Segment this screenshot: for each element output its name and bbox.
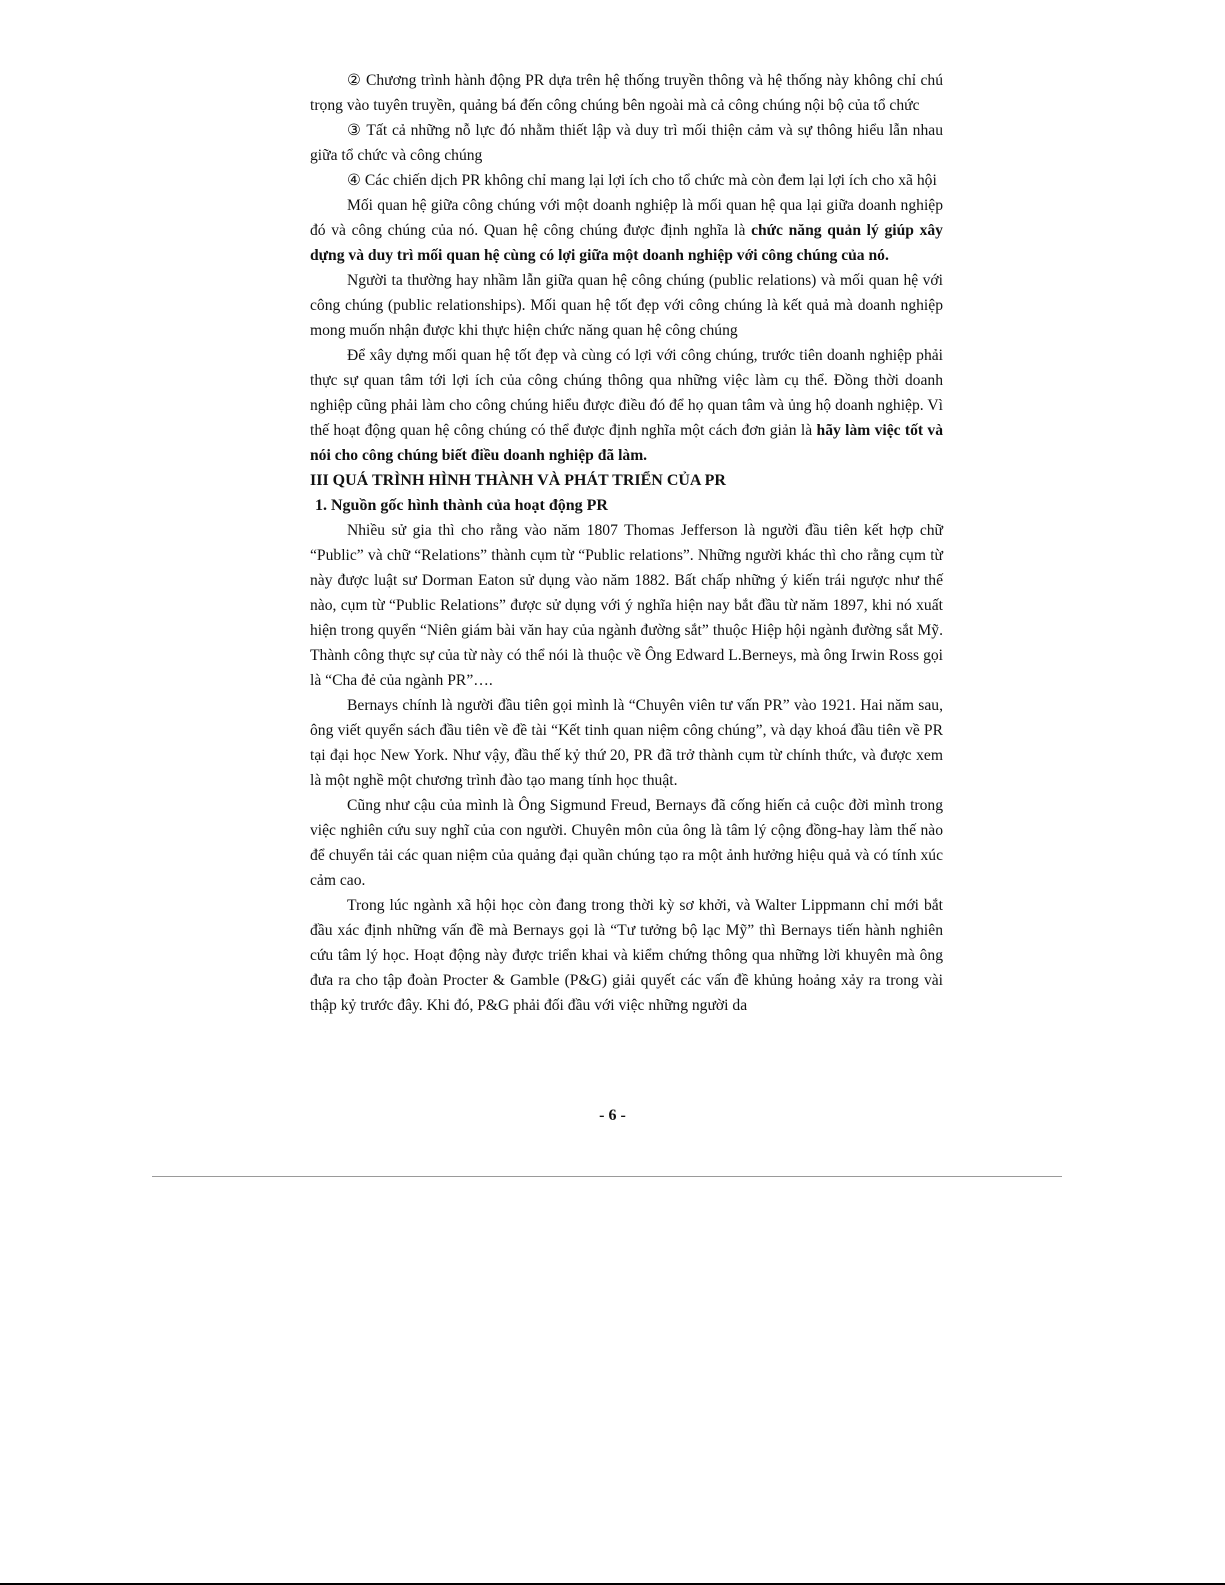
page-divider [152, 1176, 1062, 1177]
item-marker: ② [347, 72, 362, 89]
subsection-title: 1. Nguồn gốc hình thành của hoạt động PR [315, 497, 608, 514]
item-marker: ③ [347, 122, 362, 139]
paragraph-text: Mối quan hệ giữa công chúng với một doanh nghiệp là mối quan hệ qua lại giữa doanh nghiệp đó và công chúng của nó. Quan hệ công chúng được định nghĩa là [310, 197, 943, 239]
list-item [310, 168, 943, 193]
emphasis-definition: hãy làm việc tốt và nói cho công chúng biết điều doanh nghiệp đã làm. [310, 422, 943, 464]
paragraph-relationship [310, 193, 943, 268]
emphasis-definition: chức năng quản lý giúp xây dựng và duy trì mối quan hệ cùng có lợi giữa một doanh nghiệp với công chúng của nó. [310, 222, 943, 264]
paragraph-freud: Cũng như cậu của mình là Ông Sigmund Freud, Bernays đã cống hiến cả cuộc đời mình trong việc nghiên cứu suy nghĩ của con người. Chuyên môn của ông là tâm lý cộng đồng-hay làm thế nào để chuyển tải các quan niệm của quảng đại quần chúng tạo ra một ảnh hưởng hiệu quả và có tính xúc cảm cao. [310, 797, 943, 889]
item-text: Tất cả những nỗ lực đó nhằm thiết lập và duy trì mối thiện cảm và sự thông hiểu lẫn nhau giữa tổ chức và công chúng [310, 122, 943, 164]
paragraph-history: Nhiều sử gia thì cho rằng vào năm 1807 Thomas Jefferson là người đầu tiên kết hợp chữ “Public” và chữ “Relations” thành cụm từ “Public relations”. Những người khác thì cho rằng cụm từ này được luật sư Dorman Eaton sử dụng vào năm 1882. Bất chấp những ý kiến trái ngược như thế nào, cụm từ “Public Relations” được sử dụng với ý nghĩa hiện nay bắt đầu từ năm 1897, khi nó xuất hiện trong quyển “Niên giám bài văn hay của ngành đường sắt” thuộc Hiệp hội ngành đường sắt Mỹ. Thành công thực sự của từ này có thể nói là thuộc về Ông Edward L.Berneys, mà ông Irwin Ross gọi là “Cha đẻ của ngành PR”…. [310, 522, 943, 689]
paragraph-confusion: Người ta thường hay nhầm lẫn giữa quan hệ công chúng (public relations) và mối quan hệ với công chúng (public relationships). Mối quan hệ tốt đẹp với công chúng là kết quả mà doanh nghiệp mong muốn nhận được khi thực hiện chức năng quan hệ công chúng [310, 272, 943, 339]
section-title: III QUÁ TRÌNH HÌNH THÀNH VÀ PHÁT TRIỂN CỦA PR [310, 472, 726, 489]
page-number: - 6 - [599, 1107, 626, 1124]
paragraph-bernays: Bernays chính là người đầu tiên gọi mình là “Chuyên viên tư vấn PR” vào 1921. Hai năm sau, ông viết quyển sách đầu tiên về đề tài “Kết tinh quan niệm công chúng”, và dạy khoá đầu tiên về PR tại đại học New York. Như vậy, đầu thế kỷ thứ 20, PR đã trở thành cụm từ chính thức, và được xem là một nghề một chương trình đào tạo mang tính học thuật. [310, 697, 943, 789]
paragraph-sociology: Trong lúc ngành xã hội học còn đang trong thời kỳ sơ khởi, và Walter Lippmann chỉ mới bắt đầu xác định những vấn đề mà Bernays gọi là “Tư tưởng bộ lạc Mỹ” thì Bernays tiến hành nghiên cứu tâm lý học. Hoạt động này được triển khai và kiểm chứng thông qua những lời khuyên mà ông đưa ra cho tập đoàn Procter & Gamble (P&G) giải quyết các vấn đề khủng hoảng xảy ra trong vài thập kỷ trước đây. Khi đó, P&G phải đối đầu với việc những người da [310, 897, 943, 1014]
list-item [310, 118, 943, 168]
document-body [310, 68, 943, 1018]
item-text: Các chiến dịch PR không chỉ mang lại lợi ích cho tổ chức mà còn đem lại lợi ích cho xã hội [364, 172, 937, 189]
paragraph-build [310, 343, 943, 468]
item-text: Chương trình hành động PR dựa trên hệ thống truyền thông và hệ thống này không chỉ chú trọng vào tuyên truyền, quảng bá đến công chúng bên ngoài mà cả công chúng nội bộ của tổ chức [310, 72, 943, 114]
item-marker: ④ [347, 172, 361, 189]
list-item [310, 68, 943, 118]
paragraph-text: Để xây dựng mối quan hệ tốt đẹp và cùng có lợi với công chúng, trước tiên doanh nghiệp phải thực sự quan tâm tới lợi ích của công chúng thông qua những việc làm cụ thể. Đồng thời doanh nghiệp cũng phải làm cho công chúng hiểu được điều đó để họ quan tâm và ủng hộ doanh nghiệp. Vì thế hoạt động quan hệ công chúng có thể được định nghĩa một cách đơn giản là [310, 347, 943, 439]
